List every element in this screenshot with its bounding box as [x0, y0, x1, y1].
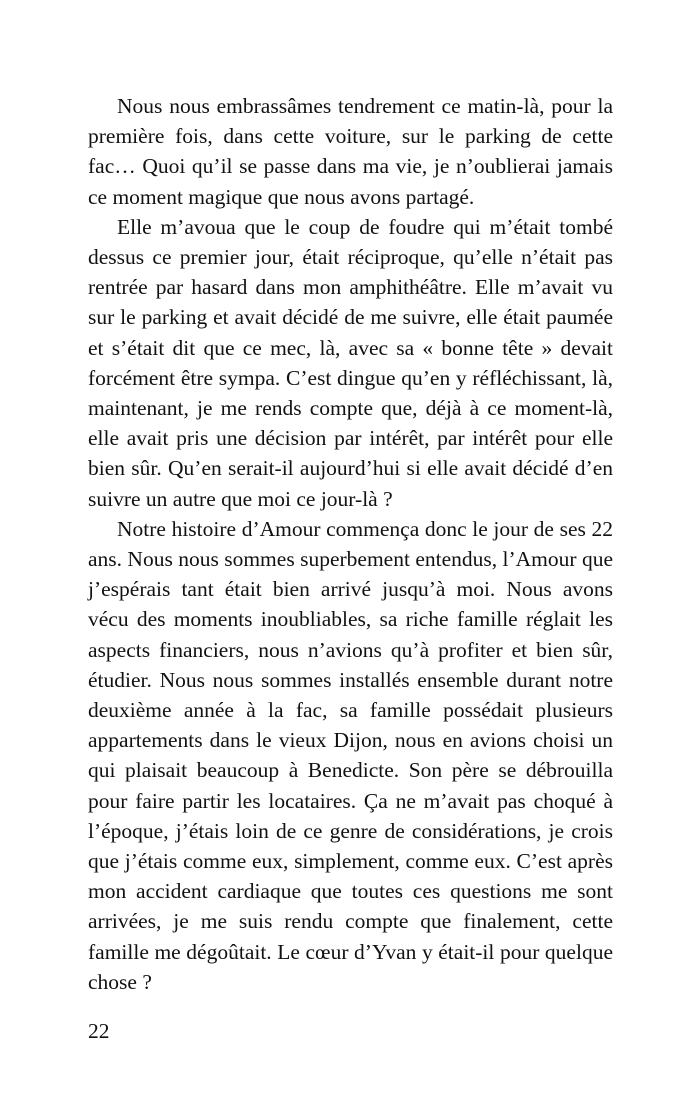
paragraph-2: Elle m’avoua que le coup de foudre qui m’était tombé dessus ce premier jour, était réciproque, qu’elle n’était pas rentrée par hasard dans mon amphithéâtre. Elle m’avait vu sur le parking et avait décidé de me suivre, elle était paumée et s’était dit que ce mec, là, avec sa « bonne tête » devait forcément être sympa. C’est dingue qu’en y réfléchissant, là, maintenant, je me rends compte que, déjà à ce moment-là, elle avait pris une décision par intérêt, par intérêt pour elle bien sûr. Qu’en serait-il aujourd’hui si elle avait décidé d’en suivre un autre que moi ce jour-là ? — [88, 214, 613, 511]
paragraph-3: Notre histoire d’Amour commença donc le jour de ses 22 ans. Nous nous sommes superbement entendus, l’Amour que j’espérais tant était bien arrivé jusqu’à moi. Nous avons vécu des moments inoubliables, sa riche famille réglait les aspects financiers, nous n’avions qu’à profiter et bien sûr, étudier. Nous nous sommes installés ensemble durant notre deuxième année à la fac, sa famille possédait plusieurs appartements dans le vieux Dijon, nous en avions choisi un qui plaisait beaucoup à Benedicte. Son père se débrouilla pour faire partir les locataires. Ça ne m’avait pas choqué à l’époque, j’étais loin de ce genre de considérations, je crois que j’étais comme eux, simplement, comme eux. C’est après mon accident cardiaque que toutes ces questions me sont arrivées, je me suis rendu compte que finalement, cette famille me dégoûtait. Le cœur d’Yvan y était-il pour quelque chose ? — [88, 516, 613, 994]
body-text — [88, 91, 613, 997]
paragraph-1: Nous nous embrassâmes tendrement ce matin-là, pour la première fois, dans cette voiture, sur le parking de cette fac… Quoi qu’il se passe dans ma vie, je n’oublierai jamais ce moment magique que nous avons partagé. — [88, 94, 613, 209]
page-number: 22 — [88, 1019, 110, 1043]
